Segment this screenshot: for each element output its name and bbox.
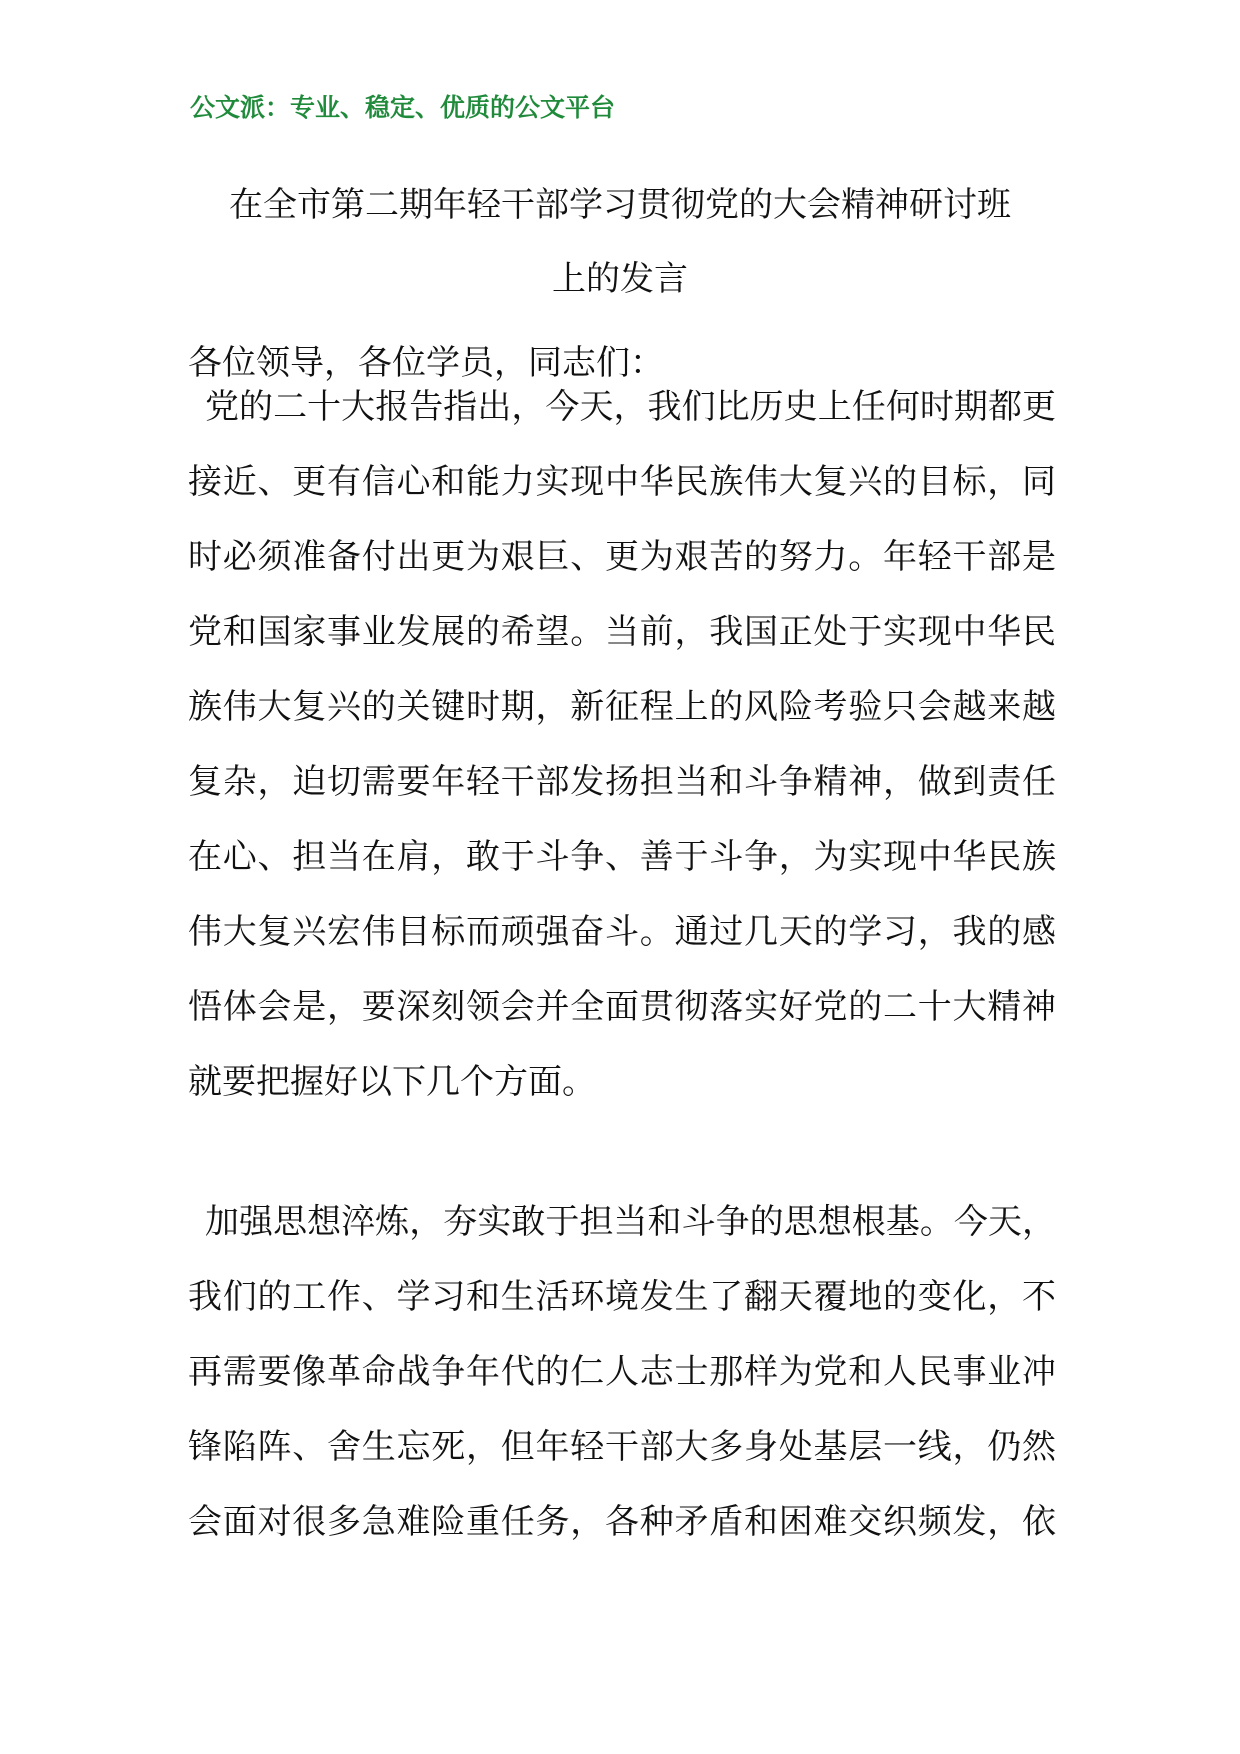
paragraph-2: [188, 1185, 1056, 1560]
salutation: 各位领导，各位学员，同志们：: [188, 343, 664, 383]
paragraph-line: 在心、担当在肩，敢于斗争、善于斗争，为实现中华民族: [188, 837, 1056, 877]
paragraph-line: 伟大复兴宏伟目标而顽强奋斗。通过几天的学习，我的感: [188, 912, 1056, 952]
paragraph-line: 就要把握好以下几个方面。: [188, 1062, 596, 1102]
paragraph-line: 时必须准备付出更为艰巨、更为艰苦的努力。年轻干部是: [188, 537, 1056, 577]
paragraph-line: 党和国家事业发展的希望。当前，我国正处于实现中华民: [188, 612, 1056, 652]
paragraph-line: 锋陷阵、舍生忘死，但年轻干部大多身处基层一线，仍然: [188, 1427, 1056, 1467]
paragraph-line: 悟体会是，要深刻领会并全面贯彻落实好党的二十大精神: [188, 987, 1056, 1027]
paragraph-line: 党的二十大报告指出，今天，我们比历史上任何时期都更: [205, 387, 1056, 427]
paragraph-line: 我们的工作、学习和生活环境发生了翻天覆地的变化，不: [188, 1277, 1056, 1317]
paragraph-line: 会面对很多急难险重任务，各种矛盾和困难交织频发，依: [188, 1502, 1056, 1542]
paragraph-line: 复杂，迫切需要年轻干部发扬担当和斗争精神，做到责任: [188, 762, 1056, 802]
paragraph-line: 加强思想淬炼，夯实敢于担当和斗争的思想根基。今天，: [205, 1202, 1056, 1242]
title-line: 在全市第二期年轻干部学习贯彻党的大会精神研讨班: [229, 185, 1011, 225]
paragraph-1: [188, 370, 1056, 1120]
paragraph-line: 接近、更有信心和能力实现中华民族伟大复兴的目标，同: [188, 462, 1056, 502]
header-banner: 公文派：专业、稳定、优质的公文平台: [190, 93, 616, 122]
title-line: 上的发言: [552, 259, 688, 299]
paragraph-line: 族伟大复兴的关键时期，新征程上的风险考验只会越来越: [188, 687, 1056, 727]
document-title: [190, 168, 1050, 316]
paragraph-line: 再需要像革命战争年代的仁人志士那样为党和人民事业冲: [188, 1352, 1056, 1392]
